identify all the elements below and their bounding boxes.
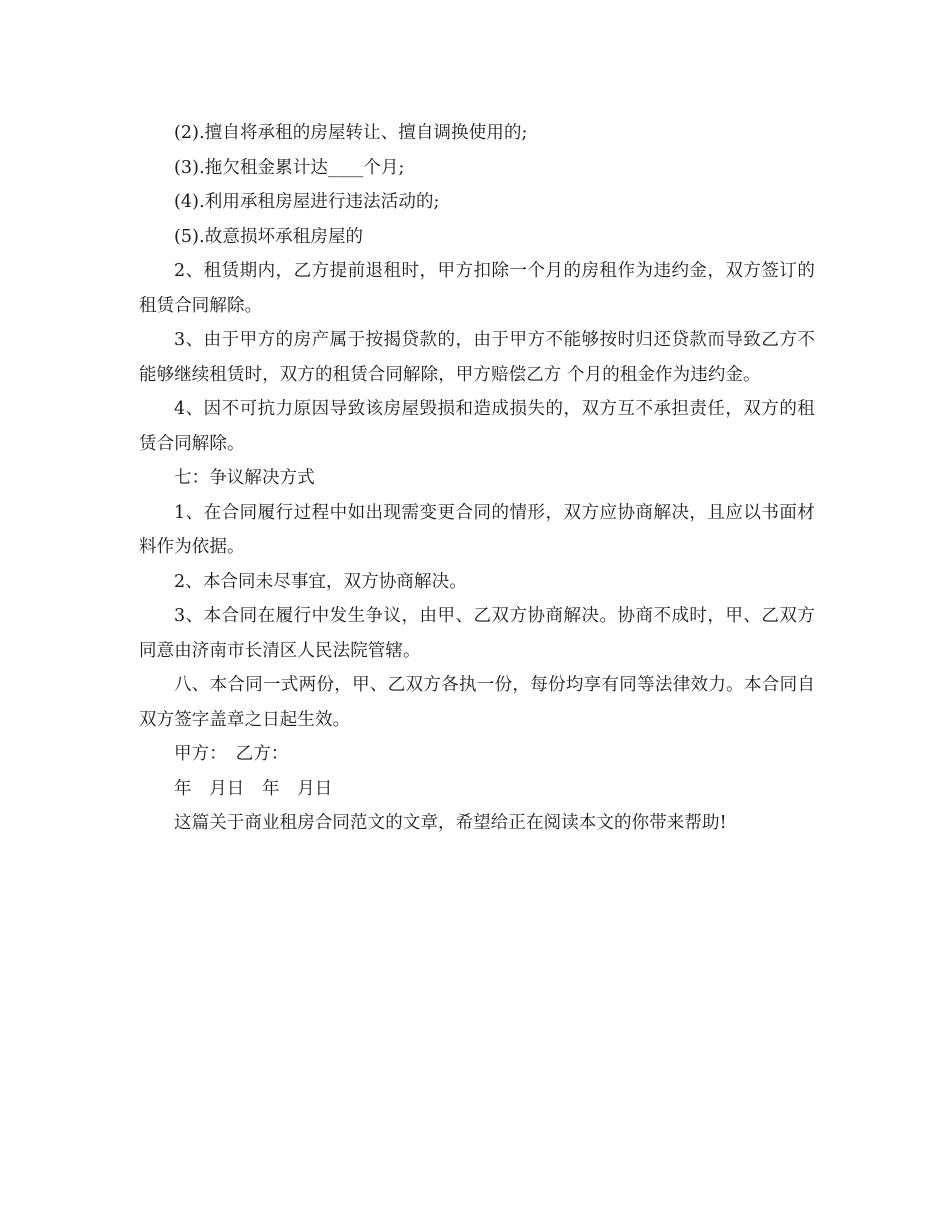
clause-5-damage: (5).故意损坏承租房屋的 xyxy=(174,226,364,247)
paragraph-force-majeure: 4、因不可抗力原因导致该房屋毁损和造成损失的，双方互不承担责任，双方的租赁合同解除。 xyxy=(139,399,815,454)
paragraph-dispute-2: 2、本合同未尽事宜，双方协商解决。 xyxy=(174,571,467,592)
section-copies-effectiveness: 八、本合同一式两份，甲、乙双方各执一份，每份均享有同等法律效力。本合同自双方签字盖章之日起生效。 xyxy=(139,675,815,730)
closing-note: 这篇关于商业租房合同范文的文章，希望给正在阅读本文的你带来帮助! xyxy=(174,813,727,833)
paragraph-dispute-3: 3、本合同在履行中发生争议，由甲、乙双方协商解决。协商不成时，甲、乙双方同意由济南市长清区人民法院管辖。 xyxy=(139,606,815,661)
signature-dates: 年 月日 年 月日 xyxy=(174,778,333,799)
clause-3-rent-arrears: (3).拖欠租金累计达____个月; xyxy=(174,157,405,178)
clause-4-illegal-use: (4).利用承租房屋进行违法活动的; xyxy=(174,192,440,212)
signature-parties: 甲方： 乙方： xyxy=(174,744,289,764)
document-body xyxy=(139,116,815,841)
paragraph-early-termination: 2、租赁期内，乙方提前退租时，甲方扣除一个月的房租作为违约金，双方签订的租赁合同解除。 xyxy=(139,261,815,316)
section-heading-dispute: 七：争议解决方式 xyxy=(174,468,315,488)
paragraph-dispute-1: 1、在合同履行过程中如出现需变更合同的情形，双方应协商解决，且应以书面材料作为依据。 xyxy=(139,502,815,557)
paragraph-mortgage: 3、由于甲方的房产属于按揭贷款的，由于甲方不能够按时归还贷款而导致乙方不能够继续租赁时，双方的租赁合同解除，甲方赔偿乙方 个月的租金作为违约金。 xyxy=(139,330,815,385)
clause-2-transfer: (2).擅自将承租的房屋转让、擅自调换使用的; xyxy=(174,123,528,143)
